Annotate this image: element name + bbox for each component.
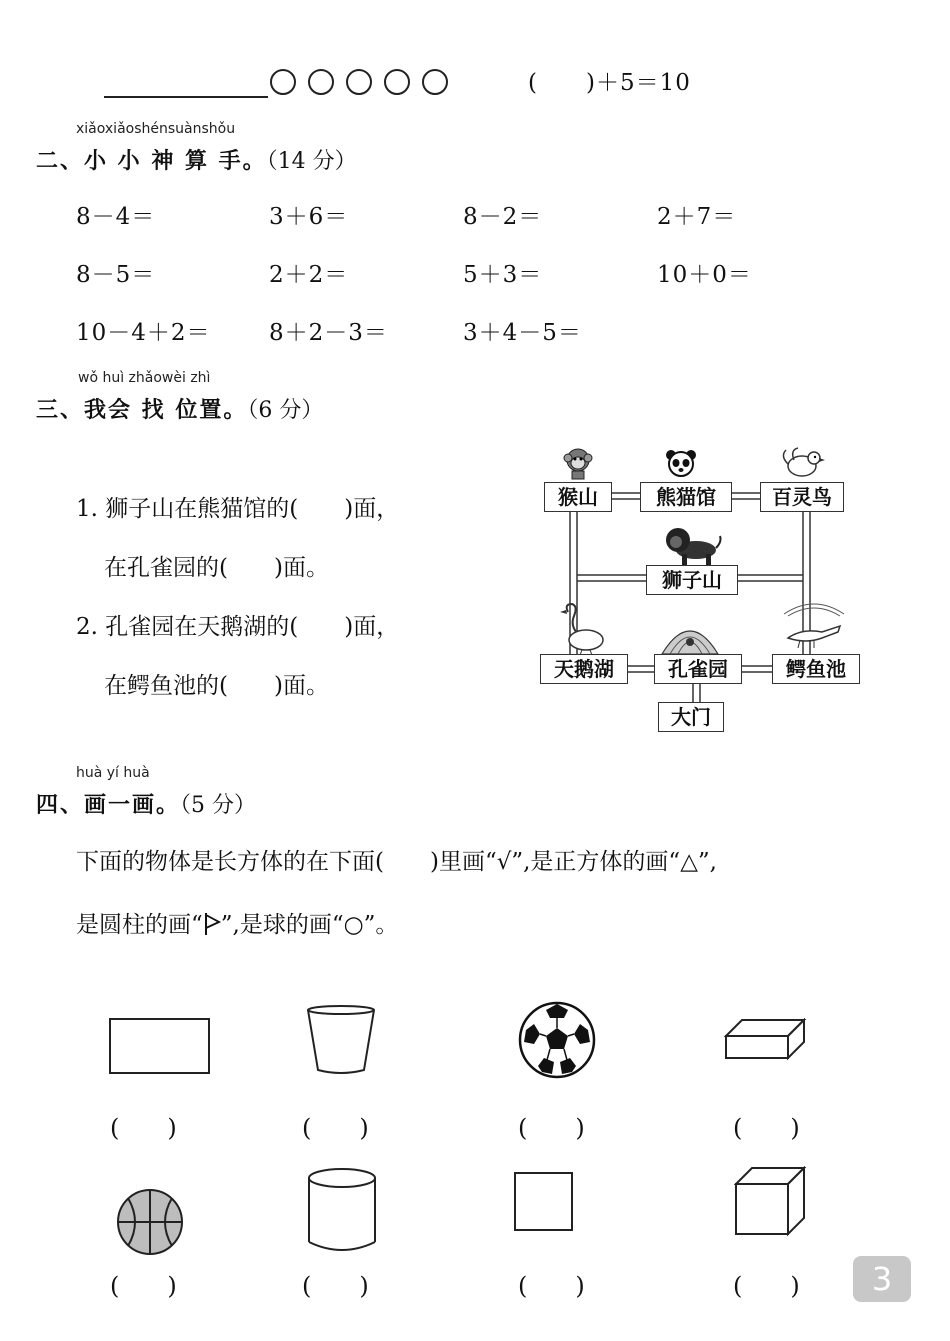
bird-icon <box>780 446 826 480</box>
section2-pinyin: xiǎoxiǎoshénsuànshǒu <box>76 121 236 137</box>
equation: 8－5＝ <box>76 262 156 288</box>
map-label-croc: 鳄鱼池 <box>772 654 860 684</box>
question-2-line-1: 2. 孔雀园在天鹅湖的( )面， <box>76 614 400 640</box>
instruction-line-2-a: 是圆柱的画“ <box>76 912 203 938</box>
circle-row <box>270 69 448 95</box>
map-label-monkey: 猴山 <box>544 482 612 512</box>
circle-icon <box>346 69 372 95</box>
equation: 8－4＝ <box>76 204 156 230</box>
equation: 10－4＋2＝ <box>76 320 211 346</box>
cuboid-icon <box>724 1018 808 1062</box>
map-label-peacock: 孔雀园 <box>654 654 742 684</box>
section3-heading <box>36 393 323 424</box>
instruction-line-1: 下面的物体是长方体的在下面( )里画“√”,是正方体的画“△”, <box>76 849 717 875</box>
section3-score: （6 分） <box>247 398 324 423</box>
section3-title: 三、我会 找 位置。 <box>36 397 248 423</box>
map-label-panda: 熊猫馆 <box>640 482 732 512</box>
equation: 2＋7＝ <box>657 204 737 230</box>
soccer-ball-icon <box>516 1000 598 1080</box>
section4-score: （5 分） <box>180 793 257 818</box>
equation: 2＋2＝ <box>269 262 349 288</box>
section4-heading <box>36 788 256 819</box>
circle-icon <box>270 69 296 95</box>
equation: 5＋3＝ <box>463 262 543 288</box>
cup-icon <box>304 1004 378 1076</box>
cube-icon <box>734 1166 808 1238</box>
section3-pinyin: wǒ huì zhǎowèi zhì <box>78 370 211 386</box>
section2-heading <box>36 144 357 175</box>
page-number: 3 <box>853 1256 911 1302</box>
peacock-icon <box>658 616 722 656</box>
basketball-icon <box>114 1186 186 1258</box>
section4-title: 四、画一画。 <box>36 792 181 818</box>
question-1-line-1: 1. 狮子山在熊猫馆的( )面， <box>76 496 400 522</box>
answer-paren[interactable]: ( ) <box>733 1114 800 1142</box>
answer-paren[interactable]: ( ) <box>302 1114 369 1142</box>
cylinder-icon <box>304 1166 380 1256</box>
instruction-line-2-b: ”,是球的画“○”。 <box>220 912 399 938</box>
equation: 3＋6＝ <box>269 204 349 230</box>
answer-paren[interactable]: ( ) <box>733 1272 800 1300</box>
equation: 3＋4－5＝ <box>463 320 582 346</box>
answer-paren[interactable]: ( ) <box>302 1272 369 1300</box>
flag-icon <box>203 912 221 936</box>
map-label-lion: 狮子山 <box>646 565 738 595</box>
rectangle-icon <box>108 1016 212 1076</box>
map-label-swan: 天鹅湖 <box>540 654 628 684</box>
instruction-line-2 <box>76 906 398 939</box>
map-label-bird: 百灵鸟 <box>760 482 844 512</box>
monkey-icon <box>562 444 594 480</box>
panda-icon <box>664 448 698 480</box>
square-icon <box>512 1170 576 1234</box>
section4-pinyin: huà yí huà <box>76 765 150 781</box>
answer-paren[interactable]: ( ) <box>110 1272 177 1300</box>
answer-blank-line <box>104 96 268 98</box>
answer-paren[interactable]: ( ) <box>518 1272 585 1300</box>
equation: 8＋2－3＝ <box>269 320 388 346</box>
map-label-gate: 大门 <box>658 702 724 732</box>
zoo-map <box>530 440 870 740</box>
section2-title: 二、小 小 神 算 手。 <box>36 148 267 174</box>
answer-paren[interactable]: ( ) <box>110 1114 177 1142</box>
top-equation: ( )＋5＝10 <box>528 70 691 96</box>
circle-icon <box>384 69 410 95</box>
equation: 10＋0＝ <box>657 262 752 288</box>
swan-icon <box>558 600 606 656</box>
equation: 8－2＝ <box>463 204 543 230</box>
section2-score: （14 分） <box>266 149 357 174</box>
question-2-line-2: 在鳄鱼池的( )面。 <box>104 673 329 699</box>
question-1-line-2: 在孔雀园的( )面。 <box>104 555 329 581</box>
crocodile-icon <box>782 600 846 654</box>
lion-icon <box>662 522 722 568</box>
answer-paren[interactable]: ( ) <box>518 1114 585 1142</box>
circle-icon <box>422 69 448 95</box>
circle-icon <box>308 69 334 95</box>
